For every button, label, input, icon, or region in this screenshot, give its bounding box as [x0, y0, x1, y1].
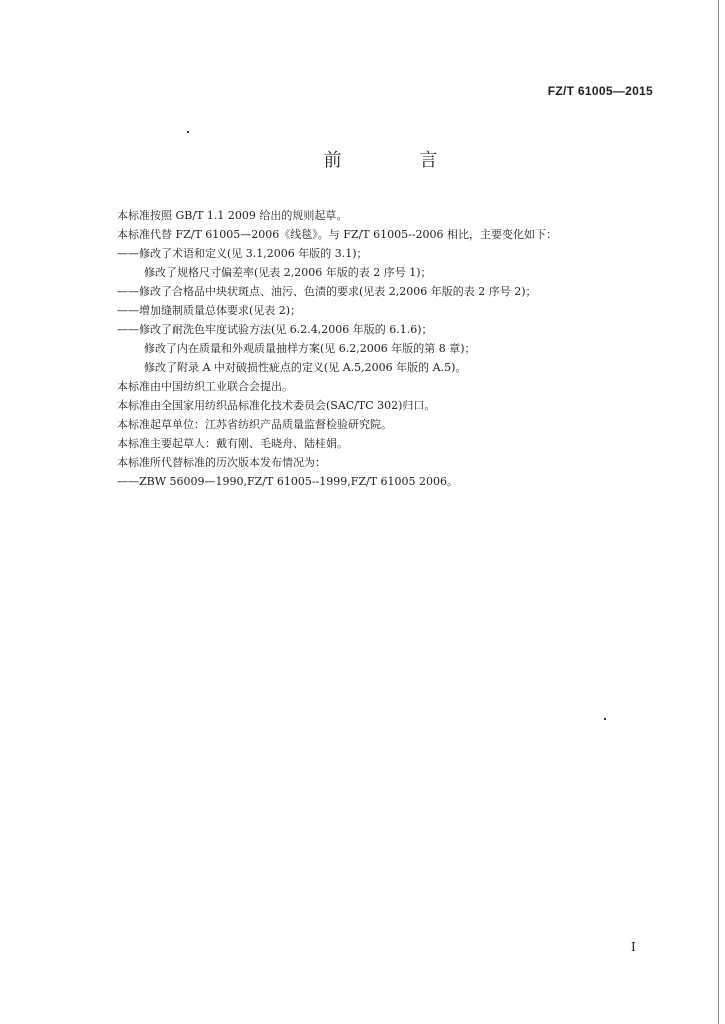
- foreword-body: [117, 206, 637, 491]
- body-line: ——ZBW 56009—1990,FZ/T 61005--1999,FZ/T 61005 2006。: [117, 475, 459, 488]
- scan-speck: [187, 131, 189, 133]
- body-line: 本标准起草单位：江苏省纺织产品质量监督检验研究院。: [117, 418, 392, 431]
- body-line: 本标准代替 FZ/T 61005—2006《线毯》。与 FZ/T 61005--2006 相比，主要变化如下：: [117, 228, 558, 241]
- scan-edge-line: [718, 0, 719, 1024]
- body-line: 本标准按照 GB/T 1.1 2009 给出的规则起草。: [117, 209, 348, 222]
- scan-speck: [604, 718, 606, 720]
- body-line: ——增加缝制质量总体要求(见表 2)；: [117, 304, 302, 317]
- body-line: 修改了规格尺寸偏差率(见表 2,2006 年版的表 2 序号 1)；: [144, 266, 432, 279]
- standard-code: FZ/T 61005—2015: [547, 84, 653, 98]
- body-line: 本标准所代替标准的历次版本发布情况为：: [117, 456, 326, 469]
- body-line: 本标准主要起草人：戴有刚、毛晓舟、陆桂娟。: [117, 437, 348, 450]
- body-line: ——修改了术语和定义(见 3.1,2006 年版的 3.1)；: [117, 247, 368, 260]
- body-line: 修改了附录 A 中对破损性疵点的定义(见 A.5,2006 年版的 A.5)。: [144, 361, 467, 374]
- body-line: ——修改了耐洗色牢度试验方法(见 6.2.4,2006 年版的 6.1.6)；: [117, 323, 433, 336]
- page-number: I: [631, 940, 636, 954]
- body-line: 本标准由全国家用纺织品标准化技术委员会(SAC/TC 302)归口。: [117, 399, 436, 412]
- page-title: 前 言: [323, 150, 474, 171]
- body-line: 本标准由中国纺织工业联合会提出。: [117, 380, 293, 393]
- body-line: 修改了内在质量和外观质量抽样方案(见 6.2,2006 年版的第 8 章)；: [144, 342, 476, 355]
- body-line: ——修改了合格品中块状斑点、油污、色渍的要求(见表 2,2006 年版的表 2 序号 2)；: [117, 285, 537, 298]
